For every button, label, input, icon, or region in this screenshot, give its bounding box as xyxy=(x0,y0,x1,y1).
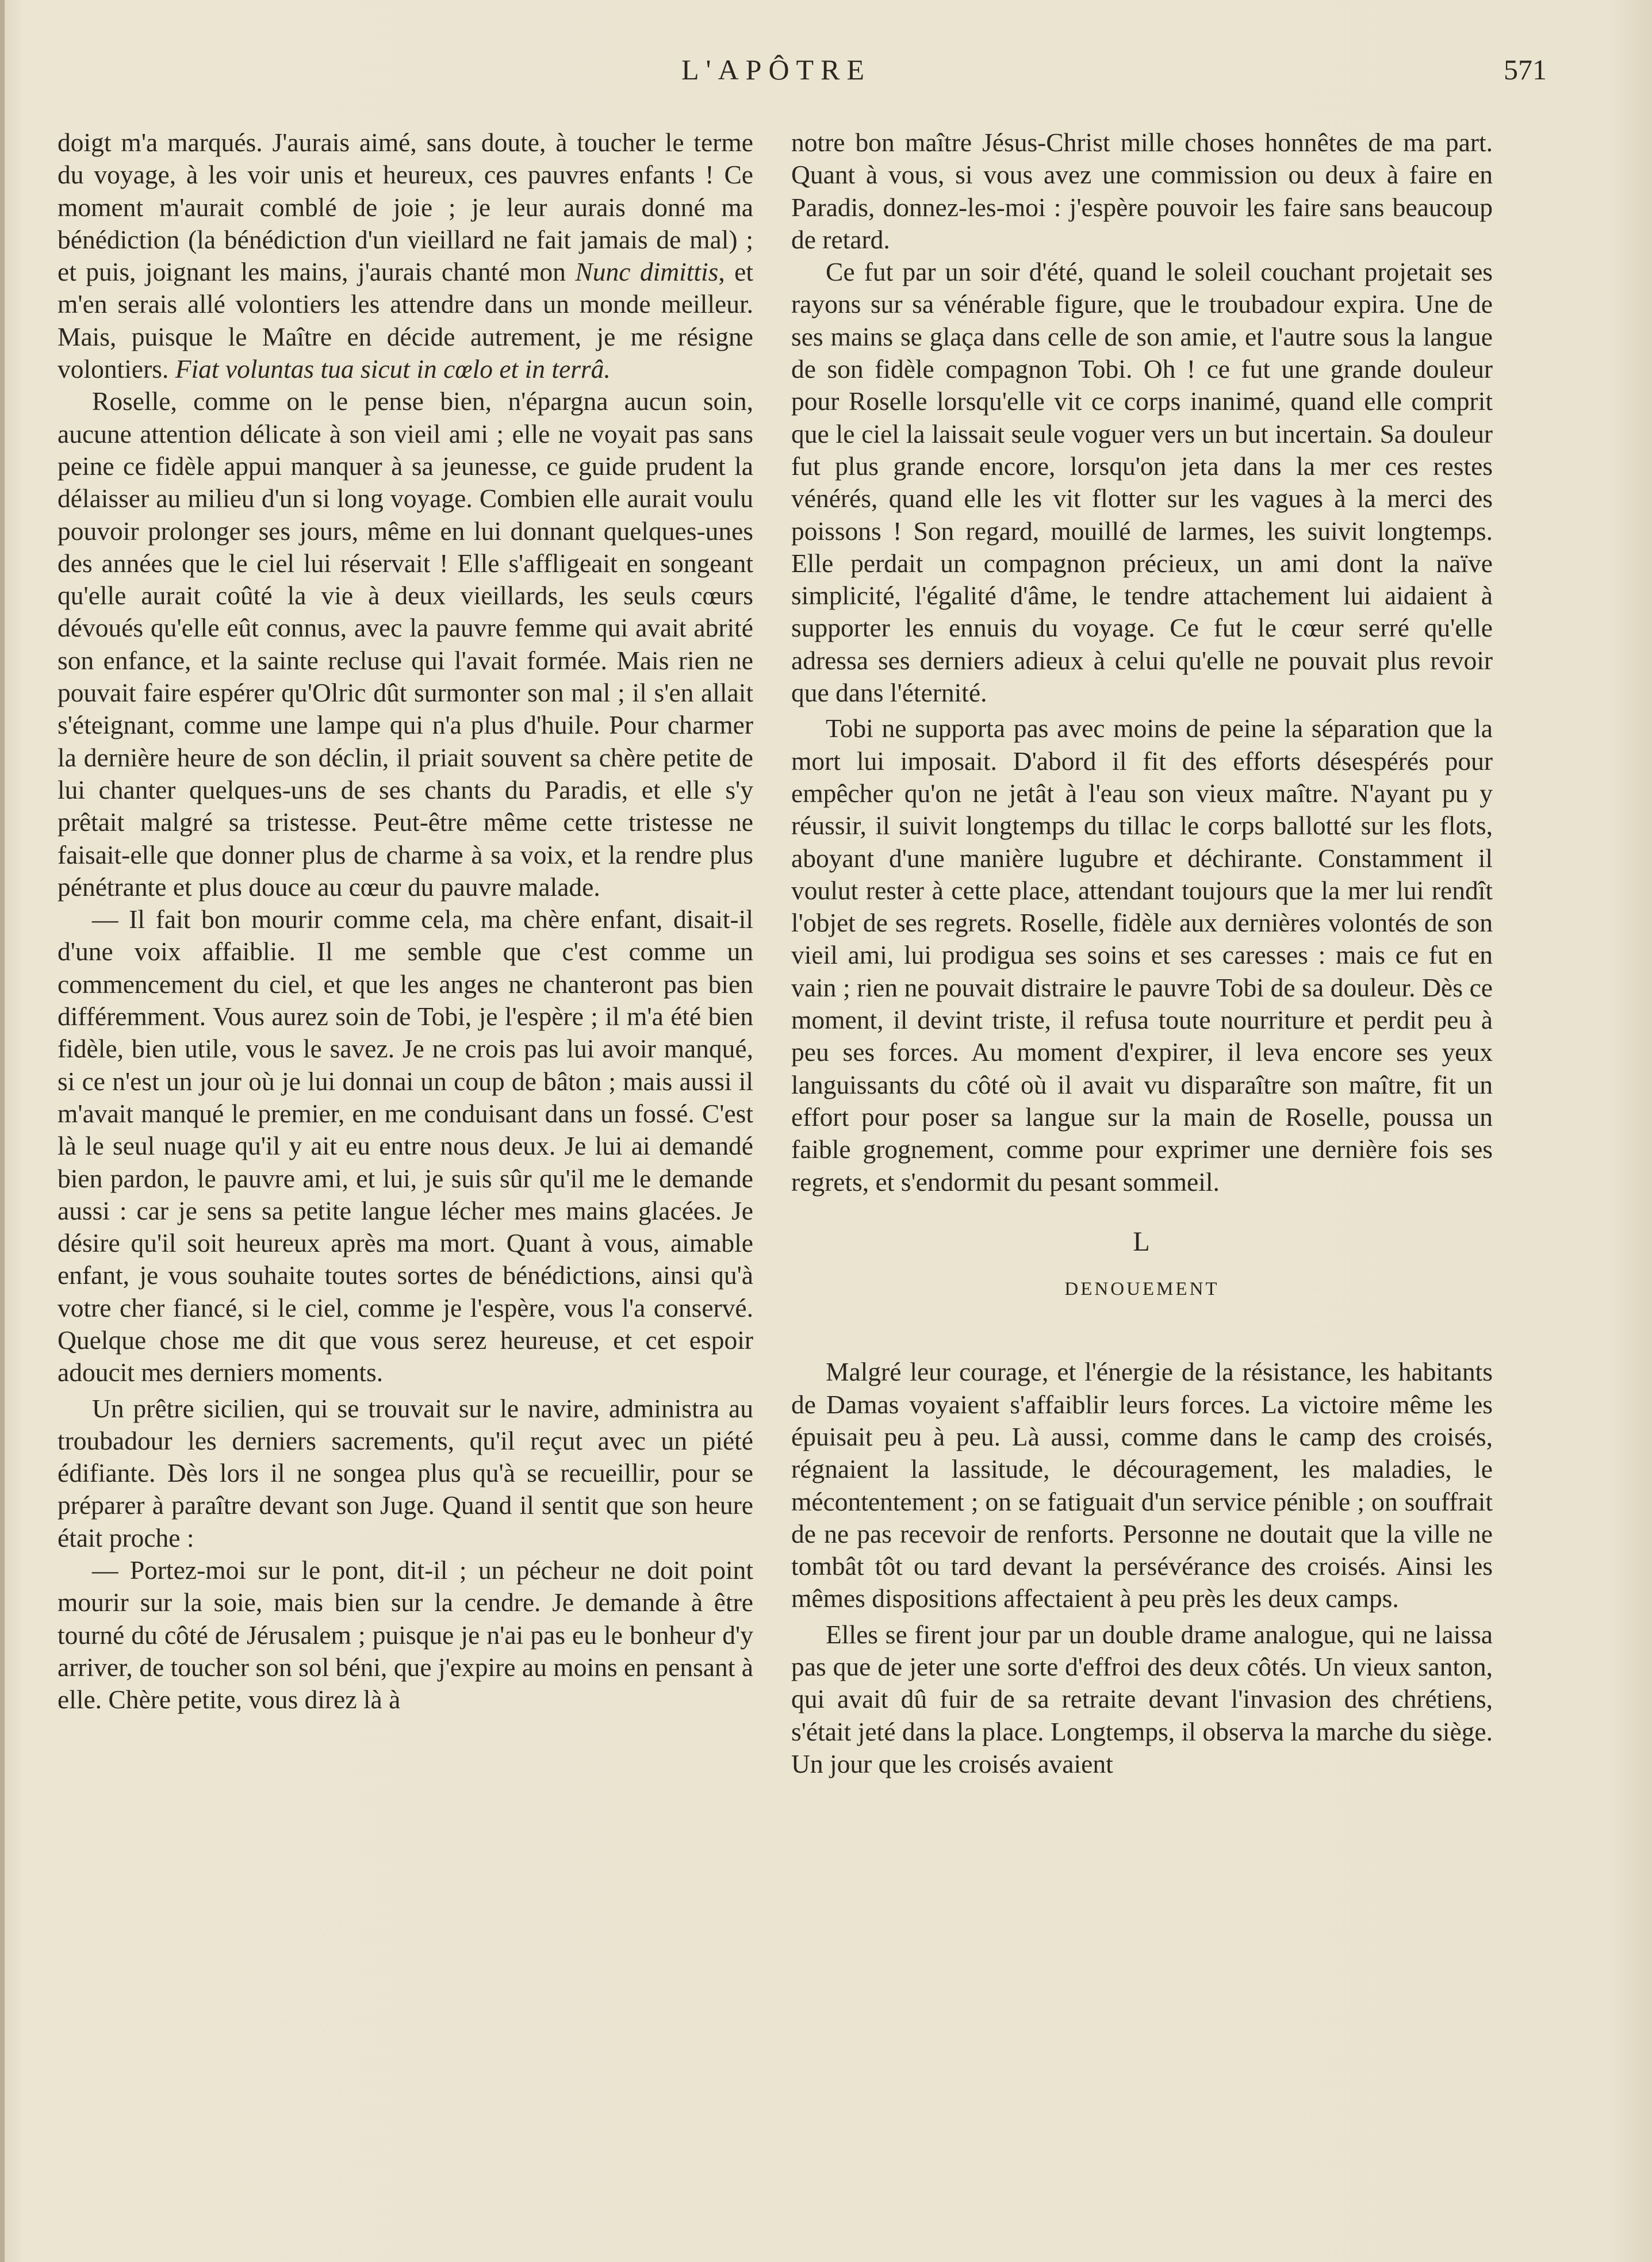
paragraph: Elles se firent jour par un double drame analogue, qui ne laissa pas que de jeter une sorte d'effroi des deux côtés. Un vieux santon, qui avait dû fuir de sa retraite devant l'invasion des chrétiens, s'était jeté dans la place. Longtemps, il observa la marche du siège. Un jour que les croisés avaient xyxy=(791,1619,1493,1778)
paragraph: — Portez-moi sur le pont, dit-il ; un pécheur ne doit point mourir sur la soie, mais bien sur la cendre. Je demande à être tourné du côté de Jérusalem ; puisque je n'ai pas eu le bonheur d'y arriver, de toucher son sol béni, que j'expire au moins en pensant à elle. Chère petite, vous direz là à xyxy=(58,1555,753,1715)
paragraph: Tobi ne supporta pas avec moins de peine la séparation que la mort lui imposait. D'abord il fit des efforts désespérés pour empêcher qu'on ne jetât à l'eau son vieux maître. N'ayant pu y réussir, il suivit longtemps du tillac le corps ballotté sur les flots, aboyant d'une manière lugubre et déchirante. Constamment il voulut rester à cette place, attendant toujours que la mer lui rendît l'objet de ses regrets. Roselle, fidèle aux dernières volontés de son vieil ami, lui prodigua ses soins et ses caresses : mais ce fut en vain ; rien ne pouvait distraire le pauvre Tobi de sa douleur. Dès ce moment, il devint triste, il refusa toute nourriture et perdit peu à peu ses forces. Au moment d'expirer, il leva encore ses yeux languissants du côté où il avait vu disparaître son maître, fit un effort pour poser sa langue sur la main de Roselle, poussa un faible grognement, comme pour exprimer une dernière fois ses regrets, et s'endormit du pesant sommeil. xyxy=(791,714,1493,1197)
right-column xyxy=(791,126,1493,1780)
paragraph: Ce fut par un soir d'été, quand le soleil couchant projetait ses rayons sur sa vénérable figure, que le troubadour expira. Une de ses mains se glaça dans celle de son amie, et l'autre sous la langue de son fidèle compagnon Tobi. Oh ! ce fut une grande douleur pour Roselle lorsqu'elle vit ce corps inanimé, quand elle comprit que le ciel la laissait seule voguer vers un but incertain. Sa douleur fut plus grande encore, lorsqu'on jeta dans la mer ces restes vénérés, quand elle les vit flotter sur les vagues à la merci des poissons ! Son regard, mouillé de larmes, les suivit longtemps. Elle perdait un compagnon précieux, un ami dont la naïve simplicité, l'égalité d'âme, le tendre attachement lui aidaient à supporter les ennuis du voyage. Ce fut le cœur serré qu'elle adressa ses derniers adieux à celui qu'elle ne pouvait plus revoir que dans l'éternité. xyxy=(791,257,1493,708)
running-title: L'APÔTRE xyxy=(681,53,871,86)
page-edge xyxy=(0,0,5,2262)
running-header xyxy=(58,53,1547,87)
left-column xyxy=(58,126,753,1716)
page-number: 571 xyxy=(1504,53,1547,86)
section-title: DENOUEMENT xyxy=(1064,1279,1220,1300)
paragraph-text: doigt m'a marqués. J'aurais aimé, sans doute, à toucher le terme du voyage, à les voir unis et heureux, ces pauvres enfants ! Ce moment m'aurait comblé de joie ; je leur aurais donné ma bénédiction (la bénédiction d'un vieillard ne fait jamais de mal) ; et puis, joignant les mains, j'aurais chanté mon xyxy=(58,128,753,287)
paragraph: Un prêtre sicilien, qui se trouvait sur le navire, administra au troubadour les derniers sacrements, qu'il reçut avec un piété édifiante. Dès lors il ne songea plus qu'à se recueillir, pour se préparer à paraître devant son Juge. Quand il sentit que son heure était proche : xyxy=(58,1393,753,1552)
paragraph: Roselle, comme on le pense bien, n'épargna aucun soin, aucune attention délicate à son vieil ami ; elle ne voyait pas sans peine ce fidèle appui manquer à sa jeunesse, ce guide prudent la délaisser au milieu d'un si long voyage. Combien elle aurait voulu pouvoir prolonger ses jours, même en lui donnant quelques-unes des années que le ciel lui réservait ! Elle s'affligeait en songeant qu'elle aurait coûté la vie à deux vieillards, les seuls cœurs dévoués qu'elle eût connus, avec la pauvre femme qui avait abrité son enfance, et la sainte recluse qui l'avait formée. Mais rien ne pouvait faire espérer qu'Olric dût surmonter son mal ; il s'en allait s'éteignant, comme une lampe qui n'a plus d'huile. Pour charmer la dernière heure de son déclin, il priait souvent sa chère petite de lui chanter quelques-uns de ses chants du Paradis, et elle s'y prêtait malgré sa tristesse. Peut-être même cette tristesse ne faisait-elle que donner plus de charme à sa voix, et la rendre plus pénétrante et plus douce au cœur du pauvre malade. xyxy=(58,386,753,902)
paragraph: — Il fait bon mourir comme cela, ma chère enfant, disait-il d'une voix affaiblie. Il me semble que c'est comme un commencement du ciel, et que les anges ne chanteront pas bien différemment. Vous aurez soin de Tobi, je l'espère ; il m'a été bien fidèle, bien utile, vous le savez. Je ne crois pas lui avoir manqué, si ce n'est un jour où je lui donnai un coup de bâton ; mais aussi il m'avait manqué le premier, en me conduisant dans un fossé. C'est là le seul nuage qu'il y ait eu entre nous deux. Je lui ai demandé bien pardon, le pauvre ami, et lui, je suis sûr qu'il me le demande aussi : car je sens sa petite langue lécher mes mains glacées. Je désire qu'il soit heureux après ma mort. Quant à vous, aimable enfant, je vous souhaite toutes sortes de bénédictions, ainsi qu'à votre cher fiancé, si le ciel, comme je l'espère, vous l'a conservé. Quelque chose me dit que vous serez heureuse, et cet espoir adoucit mes derniers moments. xyxy=(58,904,753,1387)
paragraph-text: , et m'en serais allé volontiers les attendre dans un monde meilleur. Mais, puisque le Maître en décide autrement, je me résigne volontiers. xyxy=(58,257,753,384)
paragraph: Malgré leur courage, et l'énergie de la résistance, les habitants de Damas voyaient s'affaiblir leurs forces. La victoire même les épuisait peu à peu. Là aussi, comme dans le camp des croisés, régnaient la lassitude, le découragement, les maladies, le mécontentement ; on se fatiguait d'un service pénible ; on souffrait de ne pas recevoir de renforts. Personne ne doutait que la ville ne tombât tôt ou tard devant la persévérance des croisés. Ainsi les mêmes dispositions affectaient à peu près les deux camps. xyxy=(791,1357,1493,1613)
paragraph xyxy=(58,126,753,385)
paragraph: notre bon maître Jésus-Christ mille choses honnêtes de ma part. Quant à vous, si vous avez une commission ou deux à faire en Paradis, donnez-les-moi : j'espère pouvoir les faire sans beaucoup de retard. xyxy=(791,128,1493,254)
section-number: L xyxy=(1133,1226,1151,1257)
latin-phrase: Nunc dimittis xyxy=(575,257,719,287)
latin-quote: Fiat voluntas tua sicut in cœlo et in terrâ. xyxy=(175,354,611,384)
